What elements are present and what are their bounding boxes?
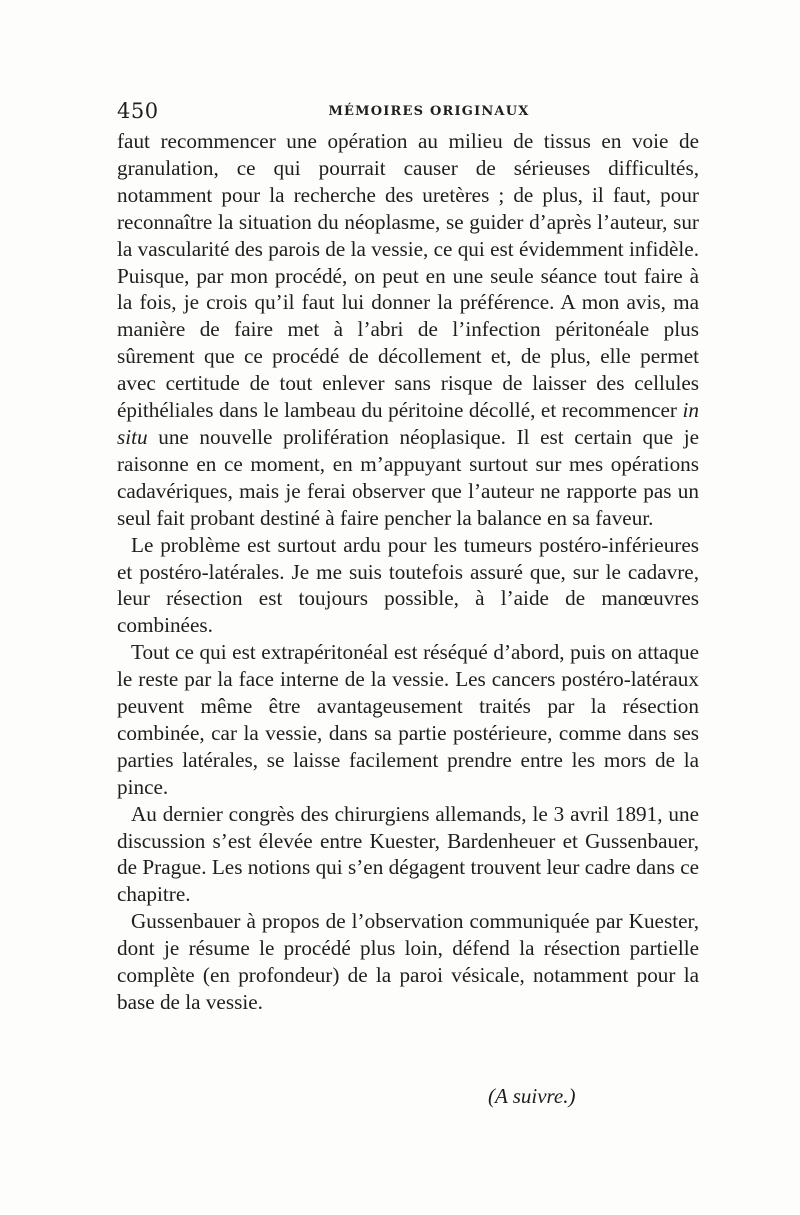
paragraph-1-italic: in situ (117, 398, 699, 449)
paragraph-1-text-before: faut recommencer une opération au milieu de tissus en voie de granulation, ce qui pourrait causer de sérieuses difficultés, notamment pour la recherche des uretères ; de plus, il faut, pour reconnaître la situation du néoplasme, se guider d’après l’auteur, sur la vascularité des parois de la vessie, ce qui est évidemment infidèle. Puisque, par mon procédé, on peut en une seule séance tout faire à la fois, je crois qu’il faut lui donner la préférence. A mon avis, ma manière de faire met à l’abri de l’infection péritonéale plus sûrement que ce procédé de décollement et, de plus, elle permet avec certitude de tout enlever sans risque de laisser des cellules épithéliales dans le lambeau du péritoine décollé, et recommencer (117, 129, 699, 423)
page-number: 450 (117, 99, 159, 123)
running-head: MÉMOIRES ORIGINAUX (328, 104, 530, 119)
signoff-text: (A suivre.) (488, 1084, 576, 1108)
paragraph-2: Le problème est surtout ardu pour les tumeurs postéro-inférieures et postéro-latérales. Je me suis toutefois assuré que, sur le cadavre, leur résection est toujours possible, à l’aide de manœuvres combinées. (117, 532, 699, 638)
body-text (117, 128, 699, 1016)
paragraph-5: Gussenbauer à propos de l’observation communiquée par Kuester, dont je résume le procédé plus loin, défend la résection partielle complète (en profondeur) de la paroi vésicale, notamment pour la base de la vessie. (117, 909, 699, 1014)
to-be-continued-note (488, 1082, 575, 1110)
paragraph-4: Au dernier congrès des chirurgiens allemands, le 3 avril 1891, une discussion s’est élevée entre Kuester, Bardenheuer et Gussenbauer, de Prague. Les notions qui s’en dégagent trouvent leur cadre dans ce chapitre. (117, 801, 699, 907)
paragraph-1 (117, 128, 699, 532)
paragraph-3: Tout ce qui est extrapéritonéal est réséqué d’abord, puis on attaque le reste par la face interne de la vessie. Les cancers postéro-latéraux peuvent même être avantageusement traités par la résection combinée, car la vessie, dans sa partie postérieure, comme dans ses parties latérales, se laisse facilement prendre entre les mors de la pince. (117, 640, 699, 799)
page-header (117, 96, 701, 126)
paragraph-1-text-after: une nouvelle prolifération néoplasique. Il est certain que je raisonne en ce moment, en m’appuyant surtout sur mes opérations cadavériques, mais je ferai observer que l’auteur ne rapporte pas un seul fait probant destiné à faire pencher la balance en sa faveur. (117, 424, 699, 530)
